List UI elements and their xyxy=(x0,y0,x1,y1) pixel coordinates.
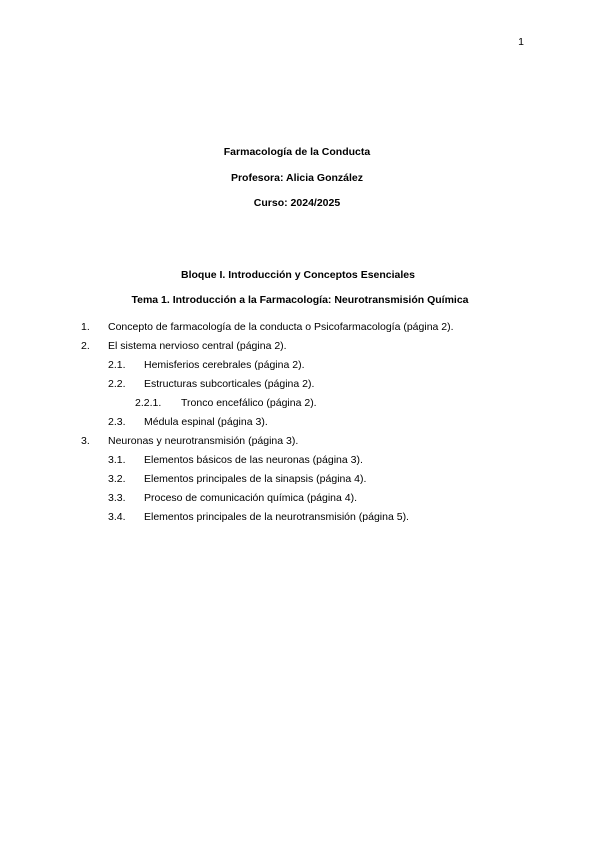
topic-title: Tema 1. Introducción a la Farmacología: Neurotransmisión Química xyxy=(131,294,469,306)
toc-item-number: 2.3. xyxy=(108,416,126,428)
toc-item-text: Concepto de farmacología de la conducta o Psicofarmacología (página 2). xyxy=(108,321,454,333)
toc-item-text: Estructuras subcorticales (página 2). xyxy=(144,378,315,390)
toc-item-number: 3.1. xyxy=(108,454,126,466)
toc-item-number: 1. xyxy=(81,321,90,333)
toc-item-text: Hemisferios cerebrales (página 2). xyxy=(144,359,305,371)
toc-item-number: 2.1. xyxy=(108,359,126,371)
toc-item-number: 3.3. xyxy=(108,492,126,504)
document-title: Farmacología de la Conducta xyxy=(223,146,371,158)
professor-line: Profesora: Alicia González xyxy=(230,172,364,184)
toc-item-number: 3.2. xyxy=(108,473,126,485)
toc-item-text: Elementos principales de la sinapsis (página 4). xyxy=(144,473,367,485)
toc-item-text: Elementos básicos de las neuronas (página 3). xyxy=(144,454,363,466)
toc-item-number: 2.2.1. xyxy=(135,397,162,409)
toc-item-text: Tronco encefálico (página 2). xyxy=(181,397,317,409)
course-line: Curso: 2024/2025 xyxy=(253,197,341,209)
toc-item-number: 3.4. xyxy=(108,511,126,523)
toc-item-text: Elementos principales de la neurotransmisión (página 5). xyxy=(144,511,409,523)
block-title: Bloque I. Introducción y Conceptos Esenciales xyxy=(181,269,415,281)
toc-item-text: Médula espinal (página 3). xyxy=(144,416,268,428)
toc-item-number: 2.2. xyxy=(108,378,126,390)
page-number: 1 xyxy=(518,36,524,48)
toc-item-text: Neuronas y neurotransmisión (página 3). xyxy=(108,435,299,447)
toc-item-text: Proceso de comunicación química (página 4). xyxy=(144,492,358,504)
toc-item-number: 3. xyxy=(81,435,90,447)
toc-item-number: 2. xyxy=(81,340,90,352)
toc-item-text: El sistema nervioso central (página 2). xyxy=(108,340,287,352)
